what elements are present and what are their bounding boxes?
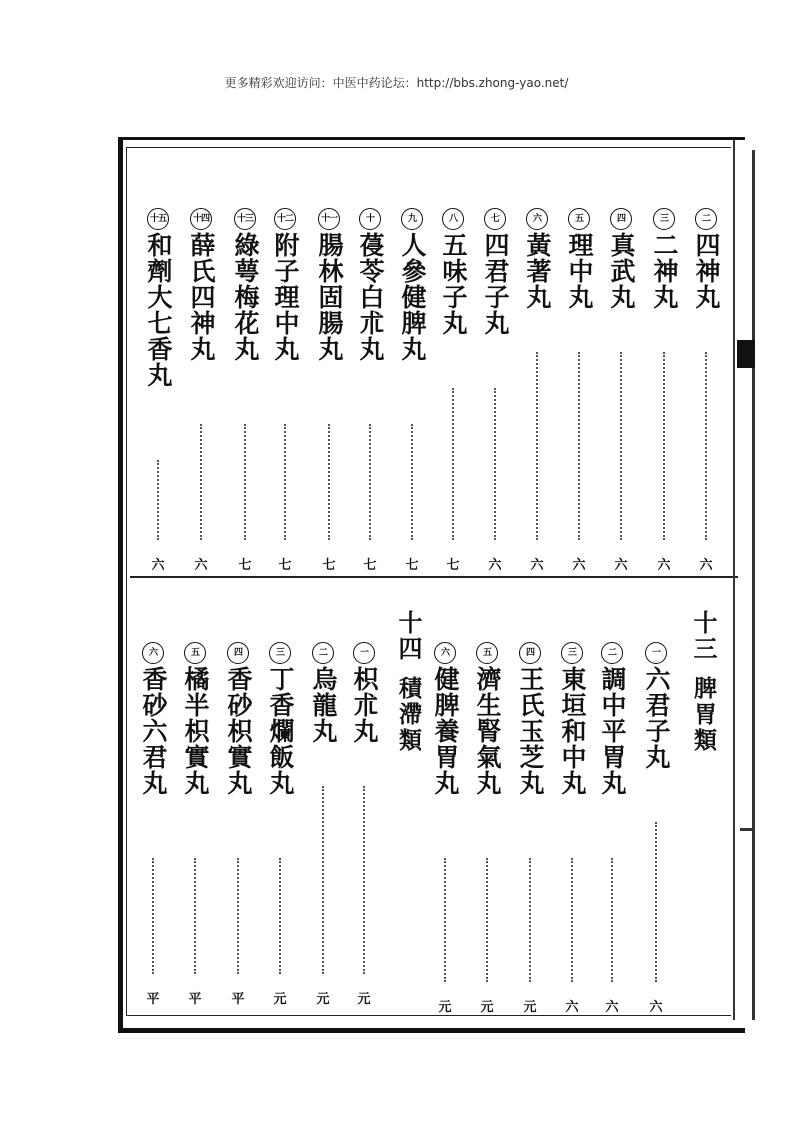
- entry-page-number: 六: [649, 1000, 663, 1015]
- entry-page-number: 平: [231, 992, 245, 1007]
- entry-number-circle: 四: [227, 642, 249, 664]
- toc-entry: [435, 206, 471, 574]
- toc-entry: [646, 206, 682, 574]
- leader-dots: [328, 424, 330, 540]
- section-14-number: 十四: [394, 610, 423, 662]
- leader-dots: [486, 858, 488, 982]
- section-13-title: 脾胃類: [690, 676, 717, 754]
- leader-dots: [578, 352, 580, 540]
- entry-number-circle: 十二: [274, 208, 296, 230]
- leader-dots: [705, 352, 707, 540]
- entry-number-circle: 四: [610, 208, 632, 230]
- entry-page-number: 六: [572, 558, 586, 573]
- entry-title: 香砂六君丸: [139, 666, 168, 796]
- entry-title: 理中丸: [565, 232, 594, 310]
- entry-page-number: 元: [316, 992, 330, 1007]
- entry-number-circle: 五: [476, 642, 498, 664]
- entry-number-circle: 七: [484, 208, 506, 230]
- leader-dots: [529, 858, 531, 982]
- toc-entry: [688, 206, 724, 574]
- leader-dots: [452, 388, 454, 540]
- entry-number-circle: 二: [601, 642, 623, 664]
- entry-number-circle: 十四: [190, 208, 212, 230]
- entry-title: 王氏玉芝丸: [516, 666, 545, 796]
- entry-number-circle: 十三: [234, 208, 256, 230]
- entry-title: 香砂枳實丸: [224, 666, 253, 796]
- toc-entry: [469, 640, 505, 1016]
- entry-number-circle: 六: [142, 642, 164, 664]
- entry-page-number: 元: [480, 1000, 494, 1015]
- leader-dots: [279, 858, 281, 974]
- entry-number-circle: 五: [184, 642, 206, 664]
- toc-entry: [227, 206, 263, 574]
- entry-page-number: 七: [363, 558, 377, 573]
- entry-number-circle: 四: [519, 642, 541, 664]
- entry-page-number: 六: [488, 558, 502, 573]
- entry-number-circle: 十五: [147, 208, 169, 230]
- toc-entry: [305, 640, 341, 1008]
- leader-dots: [411, 424, 413, 540]
- leader-dots: [152, 858, 154, 974]
- leader-dots: [620, 352, 622, 540]
- entry-title: 健脾養胃丸: [431, 666, 460, 796]
- entry-page-number: 六: [614, 558, 628, 573]
- entry-title: 丁香爛飯丸: [266, 666, 295, 796]
- toc-entry: [183, 206, 219, 574]
- entry-page-number: 六: [565, 1000, 579, 1015]
- leader-dots: [611, 858, 613, 982]
- entry-title: 枳朮丸: [350, 666, 379, 744]
- entry-number-circle: 六: [434, 642, 456, 664]
- entry-title: 薛氏四神丸: [187, 232, 216, 362]
- toc-entry: [177, 640, 213, 1008]
- leader-dots: [663, 352, 665, 540]
- toc-entry: [519, 206, 555, 574]
- entry-title: 附子理中丸: [271, 232, 300, 362]
- leader-dots: [157, 460, 159, 540]
- entry-number-circle: 六: [526, 208, 548, 230]
- entry-number-circle: 三: [561, 642, 583, 664]
- leader-dots: [284, 424, 286, 540]
- entry-title: 四君子丸: [481, 232, 510, 336]
- toc-entry: [603, 206, 639, 574]
- toc-entry: [427, 640, 463, 1016]
- leader-dots: [237, 858, 239, 974]
- entry-number-circle: 三: [653, 208, 675, 230]
- entry-number-circle: 九: [401, 208, 423, 230]
- entry-title: 濟生腎氣丸: [473, 666, 502, 796]
- toc-entry: [267, 206, 303, 574]
- entry-number-circle: 二: [695, 208, 717, 230]
- entry-title: 調中平胃丸: [598, 666, 627, 796]
- toc-entry: [135, 640, 171, 1008]
- entry-page-number: 元: [357, 992, 371, 1007]
- entry-title: 葠苓白朮丸: [356, 232, 385, 362]
- toc-entry: [554, 640, 590, 1016]
- entry-page-number: 六: [699, 558, 713, 573]
- entry-title: 綠萼梅花丸: [231, 232, 260, 362]
- entry-title: 烏龍丸: [309, 666, 338, 744]
- entry-number-circle: 十: [359, 208, 381, 230]
- leader-dots: [536, 352, 538, 540]
- entry-title: 四神丸: [692, 232, 721, 310]
- leader-dots: [571, 858, 573, 982]
- entry-page-number: 六: [657, 558, 671, 573]
- entry-title: 橘半枳實丸: [181, 666, 210, 796]
- entry-number-circle: 十一: [318, 208, 340, 230]
- entry-page-number: 元: [438, 1000, 452, 1015]
- entry-title: 人參健脾丸: [398, 232, 427, 362]
- section-13-heading: [683, 610, 723, 754]
- entry-title: 二神丸: [650, 232, 679, 310]
- middle-divider: [130, 576, 738, 578]
- entry-page-number: 六: [194, 558, 208, 573]
- entry-page-number: 七: [446, 558, 460, 573]
- entry-title: 腸林固腸丸: [315, 232, 344, 362]
- entry-title: 真武丸: [607, 232, 636, 310]
- leader-dots: [194, 858, 196, 974]
- toc-entry: [220, 640, 256, 1008]
- entry-page-number: 六: [530, 558, 544, 573]
- entry-title: 和劑大七香丸: [144, 232, 173, 388]
- section-13-number: 十三: [689, 610, 718, 662]
- entry-number-circle: 八: [442, 208, 464, 230]
- toc-entry: [311, 206, 347, 574]
- toc-entry: [262, 640, 298, 1008]
- spine-tab-mark: [737, 340, 755, 368]
- toc-entry: [352, 206, 388, 574]
- toc-entry: [561, 206, 597, 574]
- page-header-url: 更多精彩欢迎访问：中医中药论坛：http://bbs.zhong-yao.net/: [224, 76, 569, 90]
- toc-entry: [394, 206, 430, 574]
- section-14-heading: [388, 610, 428, 754]
- toc-entry: [638, 640, 674, 1016]
- section-14-title: 積滯類: [395, 676, 422, 754]
- toc-entry: [346, 640, 382, 1008]
- entry-page-number: 平: [146, 992, 160, 1007]
- leader-dots: [494, 388, 496, 540]
- entry-page-number: 元: [273, 992, 287, 1007]
- entry-number-circle: 一: [353, 642, 375, 664]
- entry-number-circle: 一: [645, 642, 667, 664]
- entry-page-number: 七: [278, 558, 292, 573]
- entry-page-number: 平: [188, 992, 202, 1007]
- leader-dots: [322, 786, 324, 974]
- entry-number-circle: 三: [269, 642, 291, 664]
- entry-page-number: 七: [405, 558, 419, 573]
- entry-title: 黃著丸: [523, 232, 552, 310]
- leader-dots: [363, 786, 365, 974]
- toc-entry: [594, 640, 630, 1016]
- spine-line-outer: [752, 150, 755, 1020]
- leader-dots: [444, 858, 446, 982]
- entry-page-number: 六: [151, 558, 165, 573]
- toc-entry: [140, 206, 176, 574]
- spine-line: [733, 140, 735, 1020]
- leader-dots: [244, 424, 246, 540]
- toc-entry: [477, 206, 513, 574]
- entry-number-circle: 五: [568, 208, 590, 230]
- entry-page-number: 六: [605, 1000, 619, 1015]
- entry-page-number: 元: [523, 1000, 537, 1015]
- leader-dots: [200, 424, 202, 540]
- leader-dots: [369, 424, 371, 540]
- toc-entry: [512, 640, 548, 1016]
- entry-page-number: 七: [238, 558, 252, 573]
- entry-title: 六君子丸: [642, 666, 671, 770]
- entry-title: 五味子丸: [439, 232, 468, 336]
- leader-dots: [655, 822, 657, 982]
- entry-title: 東垣和中丸: [558, 666, 587, 796]
- entry-number-circle: 二: [312, 642, 334, 664]
- spine-tick-mark: [740, 828, 754, 831]
- entry-page-number: 七: [322, 558, 336, 573]
